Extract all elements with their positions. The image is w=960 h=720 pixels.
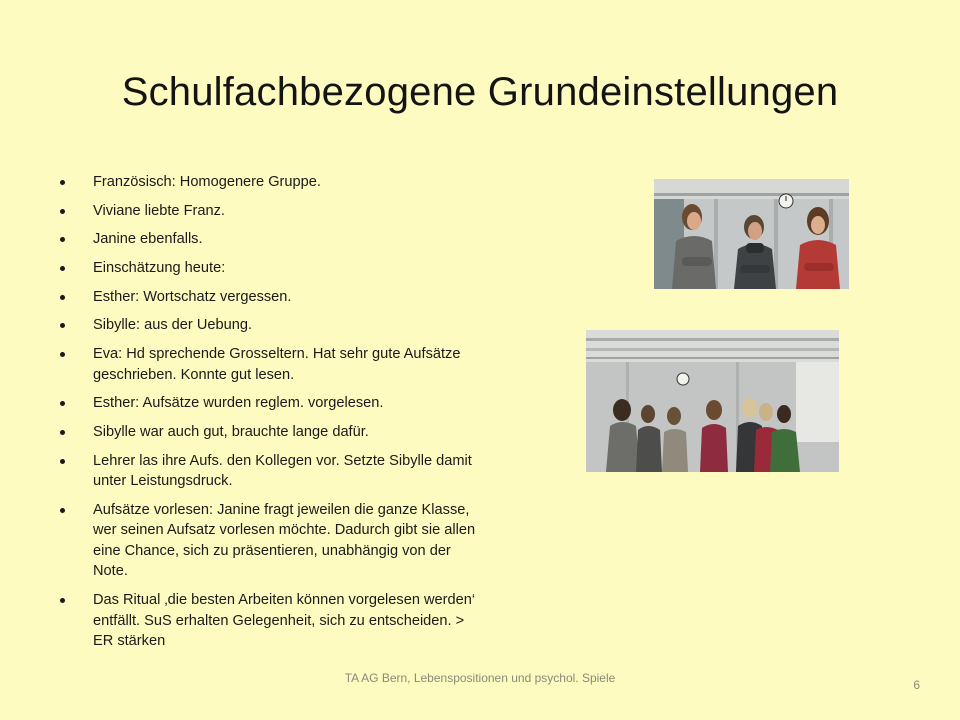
bullet-text: Französisch: Homogenere Gruppe. — [93, 174, 321, 190]
bullet-item — [60, 451, 480, 492]
bullet-icon — [60, 323, 65, 328]
bullet-text: Sibylle: aus der Uebung. — [93, 317, 253, 334]
bullet-text: Viviane liebte Franz. — [93, 202, 225, 219]
bullet-item — [60, 201, 480, 222]
bullet-icon — [60, 209, 65, 214]
bullet-icon — [60, 459, 65, 464]
bullet-text: Esther: Aufsätze wurden reglem. vorgelesen. — [93, 395, 384, 412]
bullet-icon — [60, 180, 65, 185]
bullet-item — [60, 287, 480, 308]
bullet-item — [60, 344, 480, 385]
bullet-icon — [60, 598, 65, 603]
bullet-item — [60, 258, 480, 279]
slide-title: Schulfachbezogene Grundeinstellungen — [121, 70, 839, 114]
bullet-item — [60, 590, 480, 652]
bullet-text: Janine ebenfalls. — [93, 231, 203, 248]
photo-group-women — [586, 330, 839, 472]
bullet-icon — [60, 266, 65, 271]
bullet-text: Sibylle war auch gut, brauchte lange dafür. — [93, 424, 369, 440]
bullet-icon — [60, 295, 65, 300]
bullet-item — [60, 422, 480, 443]
photo-three-women — [654, 179, 849, 289]
bullet-item — [60, 500, 480, 582]
bullet-text: Lehrer las ihre Aufs. den Kollegen vor. Setzte Sibylle damit unter Leistungsdruck. — [93, 452, 472, 490]
page-number: 6 — [913, 678, 920, 692]
bullet-text: Das Ritual ‚die besten Arbeiten können vorgelesen werden‘ entfällt. SuS erhalten Gelegenheit, sich zu entscheiden. > ER stärken — [93, 592, 476, 650]
bullet-icon — [60, 237, 65, 242]
footer-text: TA AG Bern, Lebenspositionen und psychol. Spiele — [344, 671, 616, 685]
bullet-icon — [60, 352, 65, 357]
bullet-list — [60, 172, 480, 660]
bullet-item — [60, 315, 480, 336]
bullet-text: Aufsätze vorlesen: Janine fragt jeweilen die ganze Klasse, wer seinen Aufsatz vorlesen möchte. Dadurch gibt sie allen eine Chance, sich zu präsentieren, unabhängig von der Note. — [93, 501, 476, 580]
bullet-text: Einschätzung heute: — [93, 260, 226, 277]
bullet-item — [60, 172, 480, 193]
bullet-item — [60, 393, 480, 414]
bullet-item — [60, 229, 480, 250]
bullet-text: Esther: Wortschatz vergessen. — [93, 288, 292, 305]
bullet-text: Eva: Hd sprechende Grosseltern. Hat sehr gute Aufsätze geschrieben. Konnte gut lesen. — [93, 346, 461, 383]
bullet-icon — [60, 430, 65, 435]
bullet-icon — [60, 508, 65, 513]
bullet-icon — [60, 401, 65, 406]
